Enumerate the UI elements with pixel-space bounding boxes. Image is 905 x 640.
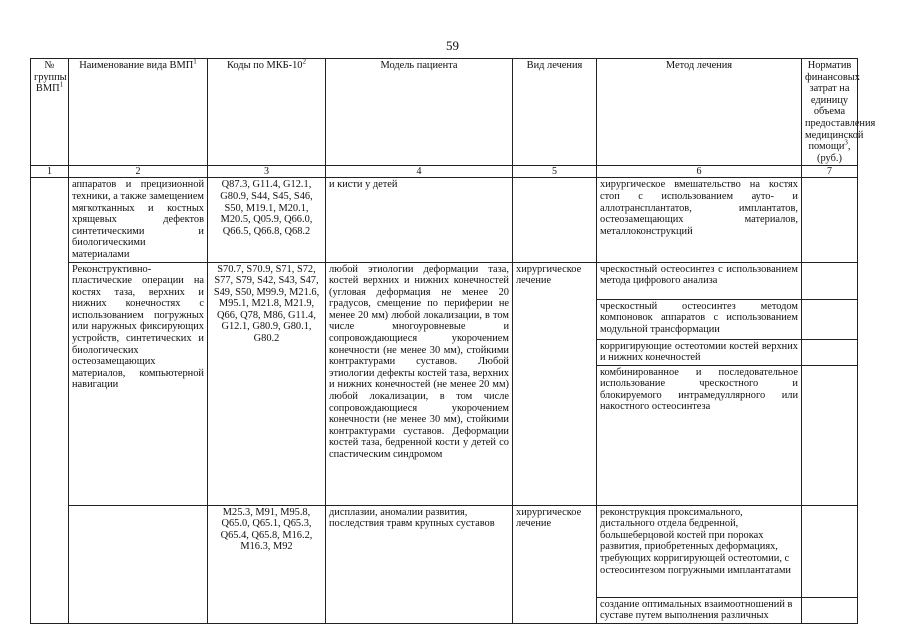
vmp-name-cell: Реконструктивно-пластические операции на костях таза, верхних и нижних конечностях с использованием погружных или наружных фиксирующих устройств, синтетических и биологических остеозамещающих материалов, компьютерной навигации xyxy=(69,262,208,505)
patient-model-cell: любой этиологии деформации таза, костей верхних и нижних конечностей (угловая деформация не менее 20 градусов, смещение по периферии не менее 20 мм) любой локализации, в том числе многоуровневые и сопровождающиеся укорочением конечности (не менее 30 мм), стойкими контрактурами суставов. Любой этиологии дефекты костей таза, верхних и нижних конечностей (не менее 20 мм) любой локализации, в том числе сопровождающиеся укорочением конечности (не менее 30 мм), стойкими контрактурами суставов. Деформации костей таза, бедренной кости у детей со спастическим синдромом xyxy=(326,262,513,505)
column-number: 1 xyxy=(31,166,69,178)
financial-norm-cell xyxy=(802,299,858,339)
column-number: 6 xyxy=(597,166,802,178)
header-row xyxy=(31,59,858,166)
financial-norm-cell xyxy=(802,505,858,597)
header-financial-norm: Норматив финансовых затрат на единицу объема предоставления медицинской помощи$^3$, (руб.) xyxy=(802,59,858,166)
header-treatment-method: Метод лечения xyxy=(597,59,802,166)
vmp-name-cell xyxy=(69,505,208,623)
treatment-method-cell: чрескостный остеосинтез методом компоновок аппаратов с использованием модульной трансформации xyxy=(597,299,802,339)
header-icd-codes: Коды по МКБ-$10^2$ xyxy=(208,59,326,166)
icd-codes-cell: M25.3, M91, M95.8, Q65.0, Q65.1, Q65.3, Q65.4, Q65.8, M16.2, M16.3, M92 xyxy=(208,505,326,623)
patient-model-cell: и кисти у детей xyxy=(326,178,513,262)
table-row xyxy=(31,262,858,299)
page-number: 59 xyxy=(446,38,459,53)
treatment-type-cell: хирургическое лечение xyxy=(513,505,597,623)
table-row xyxy=(31,505,858,597)
column-number: 5 xyxy=(513,166,597,178)
treatment-method-cell: создание оптимальных взаимоотношений в суставе путем выполнения различных xyxy=(597,597,802,623)
header-patient-model: Модель пациента xyxy=(326,59,513,166)
financial-norm-cell xyxy=(802,597,858,623)
financial-norm-cell xyxy=(802,262,858,299)
header-group-number: № группы ВМП$^1$ xyxy=(31,59,69,166)
header-vmp-name: Наименование вида ВМП$^1$ xyxy=(69,59,208,166)
column-number: 7 xyxy=(802,166,858,178)
vmp-table xyxy=(30,57,876,624)
header-treatment-type: Вид лечения xyxy=(513,59,597,166)
table-row xyxy=(31,178,858,262)
column-number: 4 xyxy=(326,166,513,178)
financial-norm-cell xyxy=(802,365,858,505)
column-number: 3 xyxy=(208,166,326,178)
icd-codes-cell: Q87.3, G11.4, G12.1, G80.9, S44, S45, S46, S50, M19.1, M20.1, M20.5, Q05.9, Q66.0, Q66.5, Q66.8, Q68.2 xyxy=(208,178,326,262)
group-number-cell xyxy=(31,178,69,624)
column-number-row xyxy=(31,166,858,178)
treatment-method-cell: хирургическое вмешательство на костях стоп с использованием ауто- и аллотрансплантатов, имплантатов, остеозамещающих материалов, металлоконструкций xyxy=(597,178,802,262)
financial-norm-cell xyxy=(802,339,858,365)
treatment-method-cell: комбинированное и последовательное использование чрескостного и блокируемого интрамедуллярного или накостного остеосинтеза xyxy=(597,365,802,505)
financial-norm-cell xyxy=(802,178,858,262)
column-number: 2 xyxy=(69,166,208,178)
patient-model-cell: дисплазии, аномалии развития, последствия травм крупных суставов xyxy=(326,505,513,623)
treatment-type-cell xyxy=(513,178,597,262)
treatment-method-cell: корригирующие остеотомии костей верхних и нижних конечностей xyxy=(597,339,802,365)
treatment-method-cell: реконструкция проксимального, дистального отдела бедренной, большеберцовой костей при пороках развития, приобретенных деформациях, требующих корригирующей остеотомии, с остеосинтезом погружными имплантатами xyxy=(597,505,802,597)
treatment-type-cell: хирургическое лечение xyxy=(513,262,597,505)
icd-codes-cell: S70.7, S70.9, S71, S72, S77, S79, S42, S43, S47, S49, S50, M99.9, M21.6, M95.1, M21.8, M21.9, Q66, Q78, M86, G11.4, G12.1, G80.9, G80.1, G80.2 xyxy=(208,262,326,505)
vmp-name-cell: аппаратов и прецизионной техники, а также замещением мягкотканных и костных хрящевых дефектов синтетическими и биологическими материалами xyxy=(69,178,208,262)
treatment-method-cell: чрескостный остеосинтез с использованием метода цифрового анализа xyxy=(597,262,802,299)
